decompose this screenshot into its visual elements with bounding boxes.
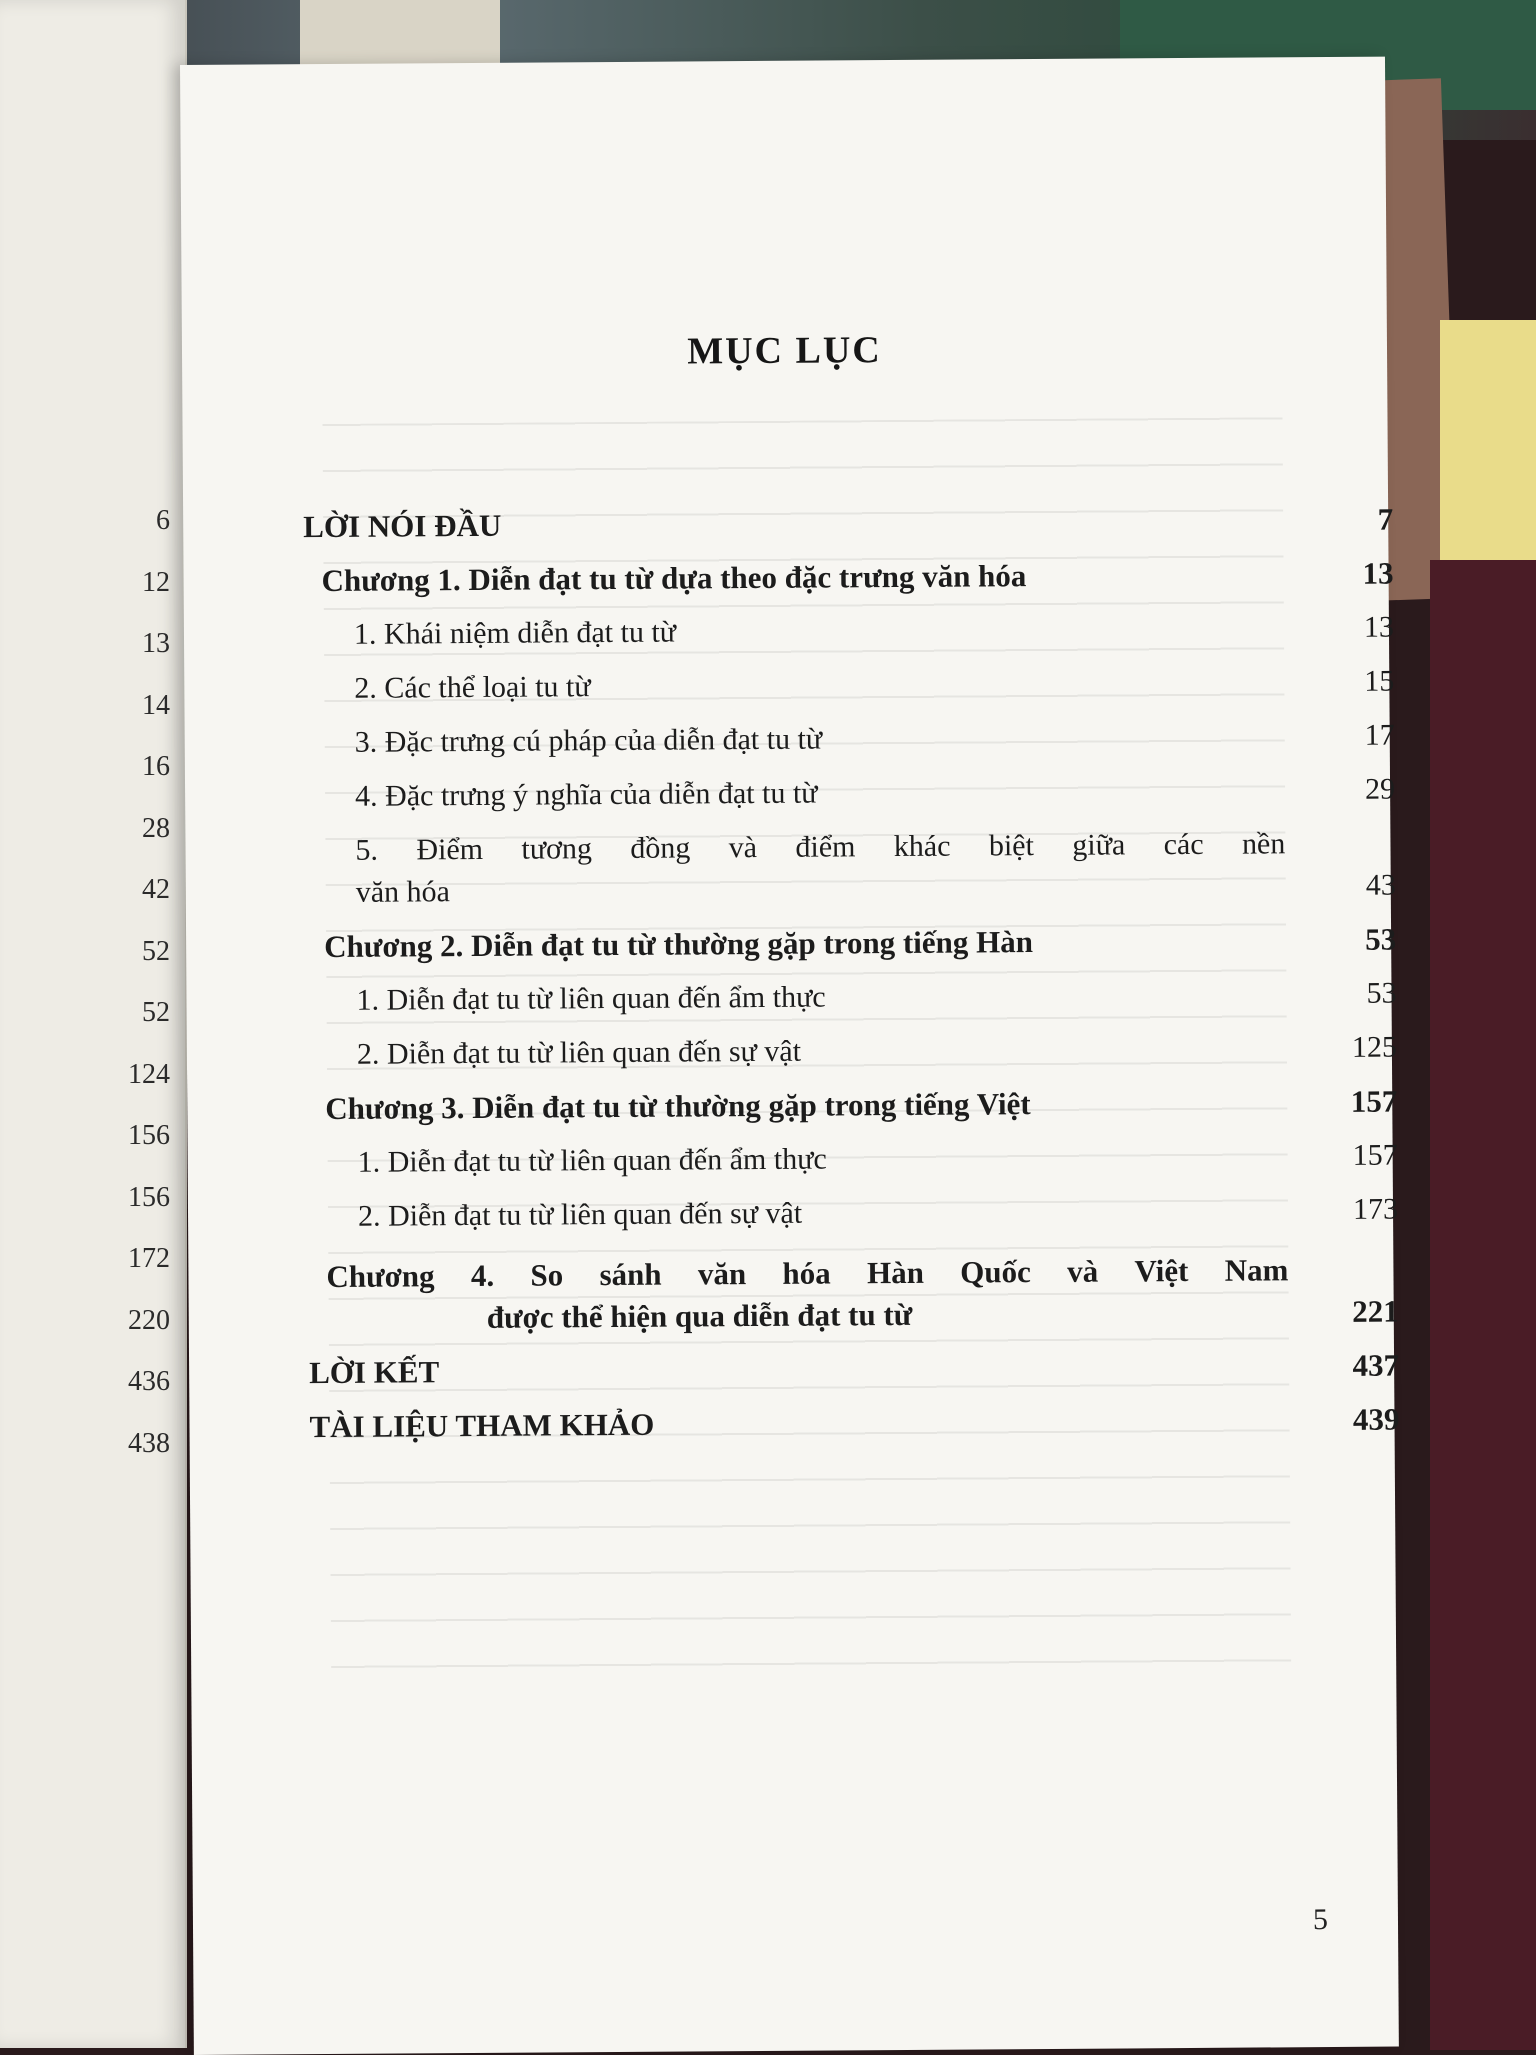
background-yellow-book [1440,320,1536,600]
left-page-number: 124 [128,1058,170,1090]
word: 5. [355,833,379,867]
toc-entry-label: LỜI KẾT [309,1354,440,1391]
left-page-number: 156 [128,1181,170,1213]
word: Điểm [416,832,484,867]
toc-entry-page: 43 [1365,868,1396,902]
toc-entry-label: 2. Diễn đạt tu từ liên quan đến sự vật [357,1196,803,1233]
toc-entry-label: 1. Diễn đạt tu từ liên quan đến ẩm thực [356,980,826,1017]
toc-entry-label: 3. Đặc trưng cú pháp của diễn đạt tu từ [354,722,823,759]
toc-entry-references [309,1399,1399,1449]
toc-entry-label-line-2: văn hóa [355,875,451,909]
table-of-contents-page [180,57,1399,2055]
toc-entry-label-line-1 [355,823,1285,871]
toc-entry-label: 1. Khái niệm diễn đạt tu từ [353,615,677,651]
toc-entry-page: 15 [1364,664,1395,698]
toc-entry-label: Chương 3. Diễn đạt tu từ thường gặp trong tiếng Việt [325,1086,1031,1127]
word: sánh [599,1256,662,1293]
toc-entry-page: 29 [1364,772,1396,806]
toc-entry-chapter-2-section-1 [306,973,1396,1023]
toc-entry-chapter-1 [303,553,1393,603]
word: và [728,830,758,865]
toc-entry-page: 157 [1350,1083,1398,1119]
left-page-number: 6 [156,505,170,536]
left-page-numbers [80,490,170,1474]
word: khác [893,829,951,864]
toc-entry-label: 4. Đặc trưng ý nghĩa của diễn đạt tu từ [354,776,818,813]
left-page [0,0,187,2048]
toc-entry-page: 53 [1365,921,1397,957]
word: Việt [1134,1252,1189,1289]
word: hóa [782,1255,831,1291]
word: đồng [630,831,691,865]
toc-entry-page: 437 [1352,1347,1400,1383]
left-page-number: 13 [142,628,170,659]
word: Chương [326,1258,435,1295]
toc-entry-page: 53 [1366,976,1397,1010]
toc-entry-chapter-1-section-5 [305,823,1396,915]
word: 4. [470,1257,495,1293]
left-page-number: 156 [128,1120,170,1151]
toc-entry-page: 125 [1351,1030,1398,1064]
background-maroon-cloth [1430,560,1536,2050]
left-page-number: 16 [142,751,170,782]
toc-entry-page: 173 [1352,1192,1399,1226]
toc-entry-chapter-1-section-1 [304,607,1394,657]
toc-entry-label: LỜI NÓI ĐẦU [303,507,502,545]
toc-entry-label: 2. Diễn đạt tu từ liên quan đến sự vật [356,1034,802,1071]
toc-entry-preface [303,499,1393,549]
left-page-number: 220 [128,1304,170,1336]
word: nền [1241,827,1286,861]
left-page-number: 14 [142,689,170,721]
word: biệt [988,829,1035,863]
toc-entry-page: 13 [1363,610,1395,644]
toc-entry-label-line-2: được thể hiện qua diễn đạt tu từ [486,1296,913,1335]
word: các [1163,827,1204,862]
toc-entry-page: 439 [1352,1401,1400,1437]
left-page-number: 52 [142,935,170,967]
page-title: MỤC LỤC [687,329,882,373]
left-page-number: 12 [142,566,170,598]
toc-entry-label: Chương 1. Diễn đạt tu từ dựa theo đặc trưng văn hóa [321,558,1027,599]
word: giữa [1072,828,1126,862]
toc-entry-epilogue [309,1345,1399,1395]
word: Quốc [960,1254,1031,1290]
toc-entry-chapter-3-section-2 [308,1189,1398,1239]
word: So [530,1257,564,1293]
left-page-number: 436 [128,1366,170,1397]
toc-entry-chapter-4 [308,1249,1399,1341]
toc-list [303,499,1400,1449]
left-page-number: 52 [142,997,170,1028]
left-page-number: 28 [142,812,170,844]
toc-entry-page: 13 [1362,555,1394,591]
word: văn [697,1256,747,1292]
toc-entry-label: 1. Diễn đạt tu từ liên quan đến ẩm thực [357,1142,827,1179]
left-page-number: 172 [128,1243,170,1274]
toc-entry-label: TÀI LIỆU THAM KHẢO [309,1406,655,1445]
word: Nam [1224,1252,1289,1288]
left-page-number: 438 [128,1427,170,1459]
toc-entry-chapter-1-section-2 [304,661,1394,711]
toc-entry-chapter-2 [306,919,1396,969]
toc-entry-chapter-1-section-4 [305,769,1395,819]
toc-entry-page: 221 [1352,1293,1399,1329]
toc-entry-page: 157 [1352,1138,1398,1172]
word: tương [521,832,593,866]
word: Hàn [866,1254,924,1291]
toc-entry-page: 7 [1377,501,1394,537]
toc-entry-label-line-1 [326,1249,1288,1298]
toc-entry-chapter-1-section-3 [305,715,1395,765]
word: và [1066,1253,1099,1289]
toc-entry-chapter-3 [307,1081,1397,1131]
word: điểm [795,830,856,864]
toc-entry-label: Chương 2. Diễn đạt tu từ thường gặp trong tiếng Hàn [324,924,1034,965]
page-number: 5 [1312,1903,1329,1937]
toc-entry-chapter-3-section-1 [308,1135,1398,1185]
toc-entry-label: 2. Các thể loại tu từ [354,670,591,705]
left-page-number: 42 [142,874,170,905]
toc-entry-chapter-2-section-2 [307,1027,1397,1077]
toc-entry-page: 17 [1364,718,1395,752]
